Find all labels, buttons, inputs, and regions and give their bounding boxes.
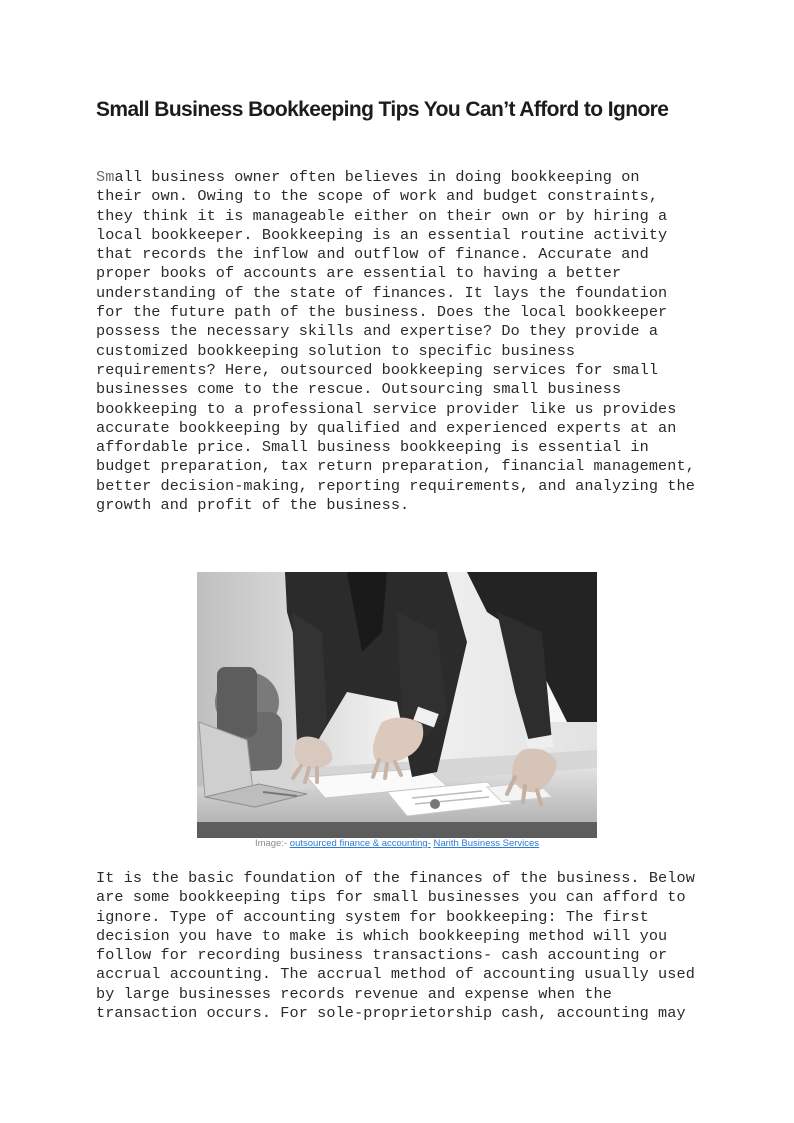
intro-paragraph	[96, 168, 700, 515]
caption-prefix: Image:-	[254, 838, 290, 849]
intro-paragraph-text: all business owner often believes in doing bookkeeping on their own. Owing to the scope of work and budget constraints, they think it is manageable either on their own or by hiring a local bookkeeper. Bookkeeping is an essential routine activity that records the inflow and outflow of finance. Accurate and proper books of accounts are essential to having a better understanding of the state of finances. It lays the foundation for the future path of the business. Does the local bookkeeper possess the necessary skills and expertise? Do they provide a customized bookkeeping solution to specific business requirements? Here, outsourced bookkeeping services for small businesses come to the rescue. Outsourcing small business bookkeeping to a professional service provider like us provides accurate bookkeeping by qualified and experienced experts at an affordable price. Small business bookkeeping is essential in budget preparation, tax return preparation, financial management, better decision-making, reporting requirements, and analyzing the growth and profit of the business.	[96, 168, 695, 515]
caption-link-outsourced-finance[interactable]: outsourced finance & accounting-	[289, 838, 431, 849]
intro-first-letters: Sm	[96, 168, 115, 186]
second-paragraph: It is the basic foundation of the finances of the business. Below are some bookkeeping tips for small businesses you can afford to ignore. Type of accounting system for bookkeeping: The first decision you have to make is which bookkeeping method will you follow for recording business transactions- cash accounting or accrual accounting. The accrual method of accounting usually used by large businesses records revenue and expense when the transaction occurs. For sole-proprietorship cash, accounting may	[96, 869, 695, 1023]
business-meeting-photo	[197, 572, 597, 838]
figure-caption	[197, 838, 597, 850]
article-title: Small Business Bookkeeping Tips You Can’t Afford to Ignore	[96, 98, 669, 121]
caption-link-narith[interactable]: Narith Business Services	[433, 838, 540, 849]
